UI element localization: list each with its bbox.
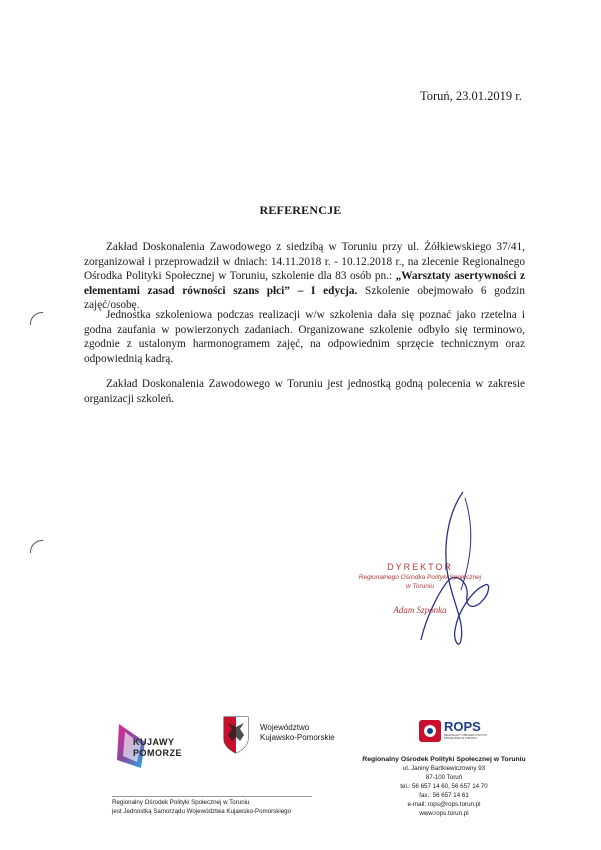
document-date: Toruń, 23.01.2019 r. [420,89,522,103]
footer-line-2: jest Jednostką Samorządu Województwa Kujawsko-Pomorskiego [112,807,292,815]
footer-line-1: Regionalny Ośrodek Polityki Społecznej w Toruniu [112,799,250,806]
rops-contact-city: 87-100 Toruń [425,774,463,781]
rops-contact-fax: fax.: 56 657 14 61 [419,792,469,799]
paragraph-1-text: Zakład Doskonalenia Zawodowego z siedzibą w Toruniu przy ul. Żółkiewskiego 37/41, zorganizował i przeprowadził w dniach: 14.11.2018 r. - 10.12.2018 r., na zlecenie Regionalnego Ośrodka Polityki Społecznej w Toruniu, szkolenie dla 83 osób pn.: [84,241,525,283]
rops-contact [350,755,538,818]
rops-contact-street: ul. Janiny Bartkiewiczówny 93 [402,765,486,772]
rops-contact-www[interactable]: www.rops.torun.pl [419,810,469,817]
punch-hole-mark [30,540,43,553]
paragraph-1 [84,240,525,313]
stamp-name: Adam Szponka [393,605,447,615]
rops-mark-icon [419,720,441,742]
coat-of-arms-icon [222,715,250,755]
document-title: REFERENCJE [259,203,342,217]
paragraph-2-text: Jednostka szkoleniowa podczas realizacji w/w szkolenia dała się poznać jako rzetelna i godna zaufania w powierzonych zadaniach. Organizowane szkolenie odbyło się terminowo, zgodnie z ustalonym harmonogramem zajęć, na odpowiednim sprzęcie technicznym oraz odpowiednią kadrą. [84,309,525,365]
stamp-institution: Regionalnego Ośrodka Polityki Społecznej [358,574,482,581]
paragraph-3-text: Zakład Doskonalenia Zawodowego w Toruniu jest jednostką godną polecenia w zakresie organizacji szkoleń. [84,378,525,405]
paragraph-3 [84,377,525,406]
punch-hole-mark [30,312,43,325]
paragraph-1-tail: Szkolenie obejmowało 6 godzin zajęć/osobę. [84,284,525,312]
wojewodztwo-name [260,723,335,743]
stamp-title: DYREKTOR [387,562,453,572]
rops-wordmark: ROPS [444,719,481,734]
rops-contact-tel: tel.: 56 657 14 60, 56 657 14 70 [400,783,488,790]
footer-text [112,799,291,816]
kujawy-pomorze-logo [111,720,216,772]
pomorze-text: POMORZE [133,748,183,758]
rops-contact-name: Regionalny Ośrodek Polityki Społecznej w Toruniu [362,756,526,763]
kujawy-text: KUJAWY [133,737,175,747]
training-name: „Warsztaty asertywności z elementami zasad równości szans płci” – I edycja. [84,270,526,297]
footer-divider [112,796,312,797]
rops-logo [419,718,514,744]
wojewodztwo-line2: Kujawsko-Pomorskie [260,733,335,742]
paragraph-2 [84,308,525,366]
director-stamp [345,562,495,642]
wojewodztwo-line1: Województwo [260,723,310,732]
rops-contact-email[interactable]: e-mail: rops@rops.torun.pl [407,801,481,808]
rops-subtitle: REGIONALNY OŚRODEK POLITYKI SPOŁECZNEJ W TORUNIU [444,734,488,741]
stamp-city: w Toruniu [406,583,434,590]
